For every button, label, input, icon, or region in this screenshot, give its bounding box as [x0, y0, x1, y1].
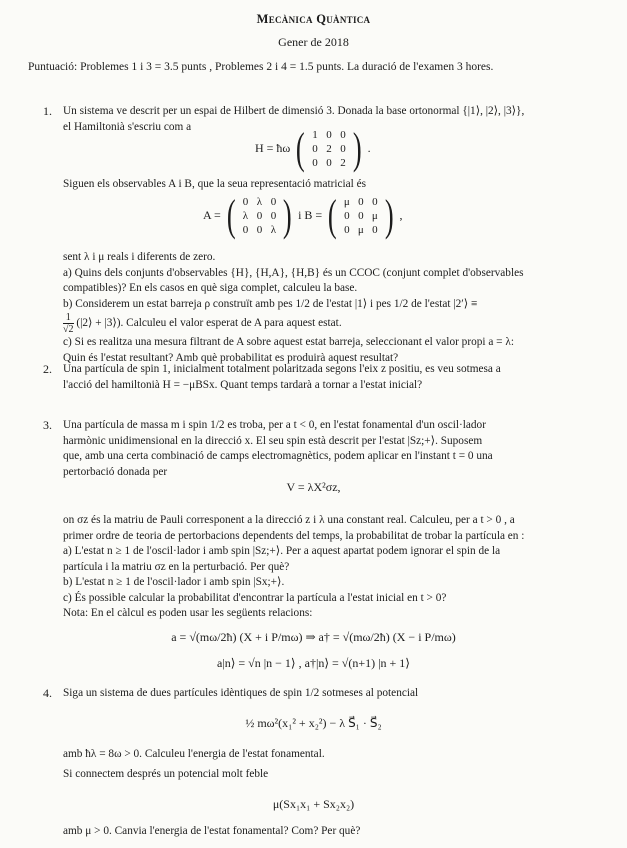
matrix-cell: 0 — [312, 157, 318, 169]
problem-3-line: a) L'estat n ≥ 1 de l'oscil·lador i amb spin |Sz;+⟩. Per a aquest apartat podem ignorar el spin de la — [63, 545, 501, 557]
problem-1-line: el Hamiltonià s'escriu com a — [63, 120, 192, 133]
problem-1-number: 1. — [43, 104, 52, 118]
problem-3-line: que, amb una certa combinació de camps electromagnètics, podem aplicar en l'instant t = 0 una — [63, 450, 493, 462]
question-c: c) Si es realitza una mesura filtrant de A sobre aquest estat barreja, seleccionant el valor propi a = λ: — [63, 336, 514, 348]
problem-3-line: b) L'estat n ≥ 1 de l'oscil·lador i amb spin |Sx;+⟩. — [63, 576, 285, 588]
matrix-cell: μ — [371, 210, 378, 222]
matrix-cell: 0 — [326, 157, 332, 169]
matrix-cell: 2 — [326, 143, 332, 155]
a-lhs: A = — [203, 207, 221, 222]
problem-3-line: primer ordre de teoria de pertorbacions dependents del temps, la probabilitat de trobar la partícula en : — [63, 529, 525, 542]
exam-date: Gener de 2018 — [278, 35, 349, 49]
problem-4-number: 4. — [43, 686, 52, 700]
matrix-cell: 0 — [270, 196, 277, 208]
observables-intro: Siguen els observables A i B, que la seua representació matricial és — [63, 178, 367, 190]
problem-3-line: harmònic unidimensional en la direcció x. El seu spin està descrit per l'estat |Sz;+⟩. Suposem — [63, 434, 483, 447]
problem-3-line: Nota: En el càlcul es poden usar les següents relacions: — [63, 607, 313, 619]
b-lhs: i B = — [298, 207, 323, 222]
problem-1-line: Un sistema ve descrit per un espai de Hilbert de dimensió 3. Donada la base ortonormal {|1⟩, |2⟩, |3⟩}, — [63, 105, 525, 117]
matrix-cell: μ — [343, 196, 350, 208]
matrix-cell: 0 — [256, 210, 263, 222]
matrix-cell: 0 — [372, 196, 378, 208]
matrix-cell: 0 — [326, 129, 332, 141]
matrix-cell: 0 — [242, 224, 249, 236]
question-a: a) Quins dels conjunts d'observables {H}, {H,A}, {H,B} és un CCOC (conjunt complet d'observables — [63, 266, 524, 279]
question-c-cont: Quin és l'estat resultant? Amb què probabilitat es produirà aquest resultat? — [63, 351, 399, 364]
matrix-cell: 0 — [256, 224, 263, 236]
weak-potential-equation: μ(Sx₁x₁ + Sx₂x₂) — [272, 797, 355, 811]
problem-3-line: on σz és la matriu de Pauli corresponent a la direcció z i λ una constant real. Calculeu, per a t > 0 , a — [63, 514, 515, 526]
matrix-cell: 0 — [344, 210, 350, 222]
problem-2-line: Una partícula de spin 1, inicialment totalment polaritzada segons l'eix z positiu, es veu sotmesa a — [63, 363, 501, 375]
matrix-cell: 0 — [372, 224, 378, 236]
problem-1-questions — [63, 250, 613, 366]
matrix-cell: 0 — [340, 143, 346, 155]
matrix-cell: 0 — [242, 196, 249, 208]
matrix-cell: 0 — [312, 143, 318, 155]
matrix-cell: 1 — [312, 129, 318, 141]
matrix-cell: 2 — [340, 157, 346, 169]
h-lhs: H = ħω — [255, 140, 291, 155]
problem-2-line: l'acció del hamiltonià H = −μBSx. Quant temps tardarà a tornar a l'estat inicial? — [63, 378, 423, 391]
problem-4-question: amb μ > 0. Canvia l'energia de l'estat fonamental? Com? Per què? — [63, 825, 361, 837]
page-title: Mecànica Quàntica — [256, 12, 371, 26]
matrix-cell: μ — [357, 224, 364, 236]
problem-2-text — [63, 362, 613, 393]
problem-3-number: 3. — [43, 418, 52, 432]
observables-equation — [203, 191, 403, 240]
problem-3-line: c) És possible calcular la probabilitat d'encontrar la partícula a l'estat inicial en t > 0? — [63, 591, 447, 604]
problem-3-questions — [63, 513, 613, 622]
matrix-cell: 0 — [358, 210, 364, 222]
question-b-text: (|2⟩ + |3⟩). Calculeu el valor esperat de A para aquest estat. — [76, 317, 342, 330]
matrix-cell: λ — [242, 210, 249, 222]
perturbation-equation: V = λX²σz, — [286, 480, 341, 494]
equation-comma: , — [399, 207, 403, 222]
h-matrix: ( 1 0 0 0 2 0 0 0 2 ) — [296, 124, 362, 173]
hamiltonian-equation: H = ħω ( 1 0 0 0 2 0 0 0 2 ) . — [255, 124, 371, 173]
ladder-relation-1: a = √(mω/2ħ) (X + i P/mω) ⇒ a† = √(mω/2ħ) (X − i P/mω) — [171, 630, 456, 644]
matrix-cell: 0 — [340, 129, 346, 141]
potential-equation: ½ mω²(x₁² + x₂²) − λ S⃗₁ · S⃗₂ — [245, 716, 382, 730]
problem-4-intro: Siga un sistema de dues partícules idèntiques de spin 1/2 sotmeses al potencial — [63, 687, 419, 699]
question-a-cont: compatibles)? En els casos en què siga complet, calculeu la base. — [63, 282, 358, 294]
ladder-relation-2: a|n⟩ = √n |n − 1⟩ , a†|n⟩ = √(n+1) |n + 1⟩ — [217, 656, 410, 670]
a-matrix: ( 0 λ 0 λ 0 0 0 0 λ ) — [226, 191, 293, 240]
problem-3-text — [63, 418, 613, 480]
matrix-cell: λ — [256, 196, 263, 208]
problem-4-text — [63, 747, 613, 782]
question-b: b) Considerem un estat barreja ρ construït amb pes 1/2 de l'estat |1⟩ i pes 1/2 de l'estat |2′⟩ ≡ — [63, 297, 478, 310]
problem-2-number: 2. — [43, 362, 52, 376]
problem-3-line: pertorbació donada per — [63, 465, 168, 478]
matrix-cell: 0 — [270, 210, 277, 222]
problem-3-line: partícula i la matriu σz en la perturbació. Per què? — [63, 560, 290, 573]
problem-4-line: Si connectem després un potencial molt feble — [63, 767, 269, 780]
constants-line: sent λ i μ reals i diferents de zero. — [63, 251, 216, 263]
b-matrix: ( μ 0 0 0 0 μ 0 μ 0 ) — [328, 191, 394, 240]
scoring-note: Puntuació: Problemes 1 i 3 = 3.5 punts , Problemes 2 i 4 = 1.5 punts. La duració de l'examen 3 hores. — [28, 61, 494, 73]
problem-4-line: amb ħλ = 8ω > 0. Calculeu l'energia de l'estat fonamental. — [63, 748, 325, 760]
matrix-cell: 0 — [344, 224, 350, 236]
problem-3-line: Una partícula de massa m i spin 1/2 es troba, per a t < 0, en l'estat fonamental d'un oscil·lador — [63, 419, 486, 431]
matrix-cell: 0 — [358, 196, 364, 208]
inv-sqrt2-fraction: $\frac{1}{√2}$ — [63, 312, 74, 335]
matrix-cell: λ — [270, 224, 277, 236]
question-b-cont — [63, 312, 613, 335]
